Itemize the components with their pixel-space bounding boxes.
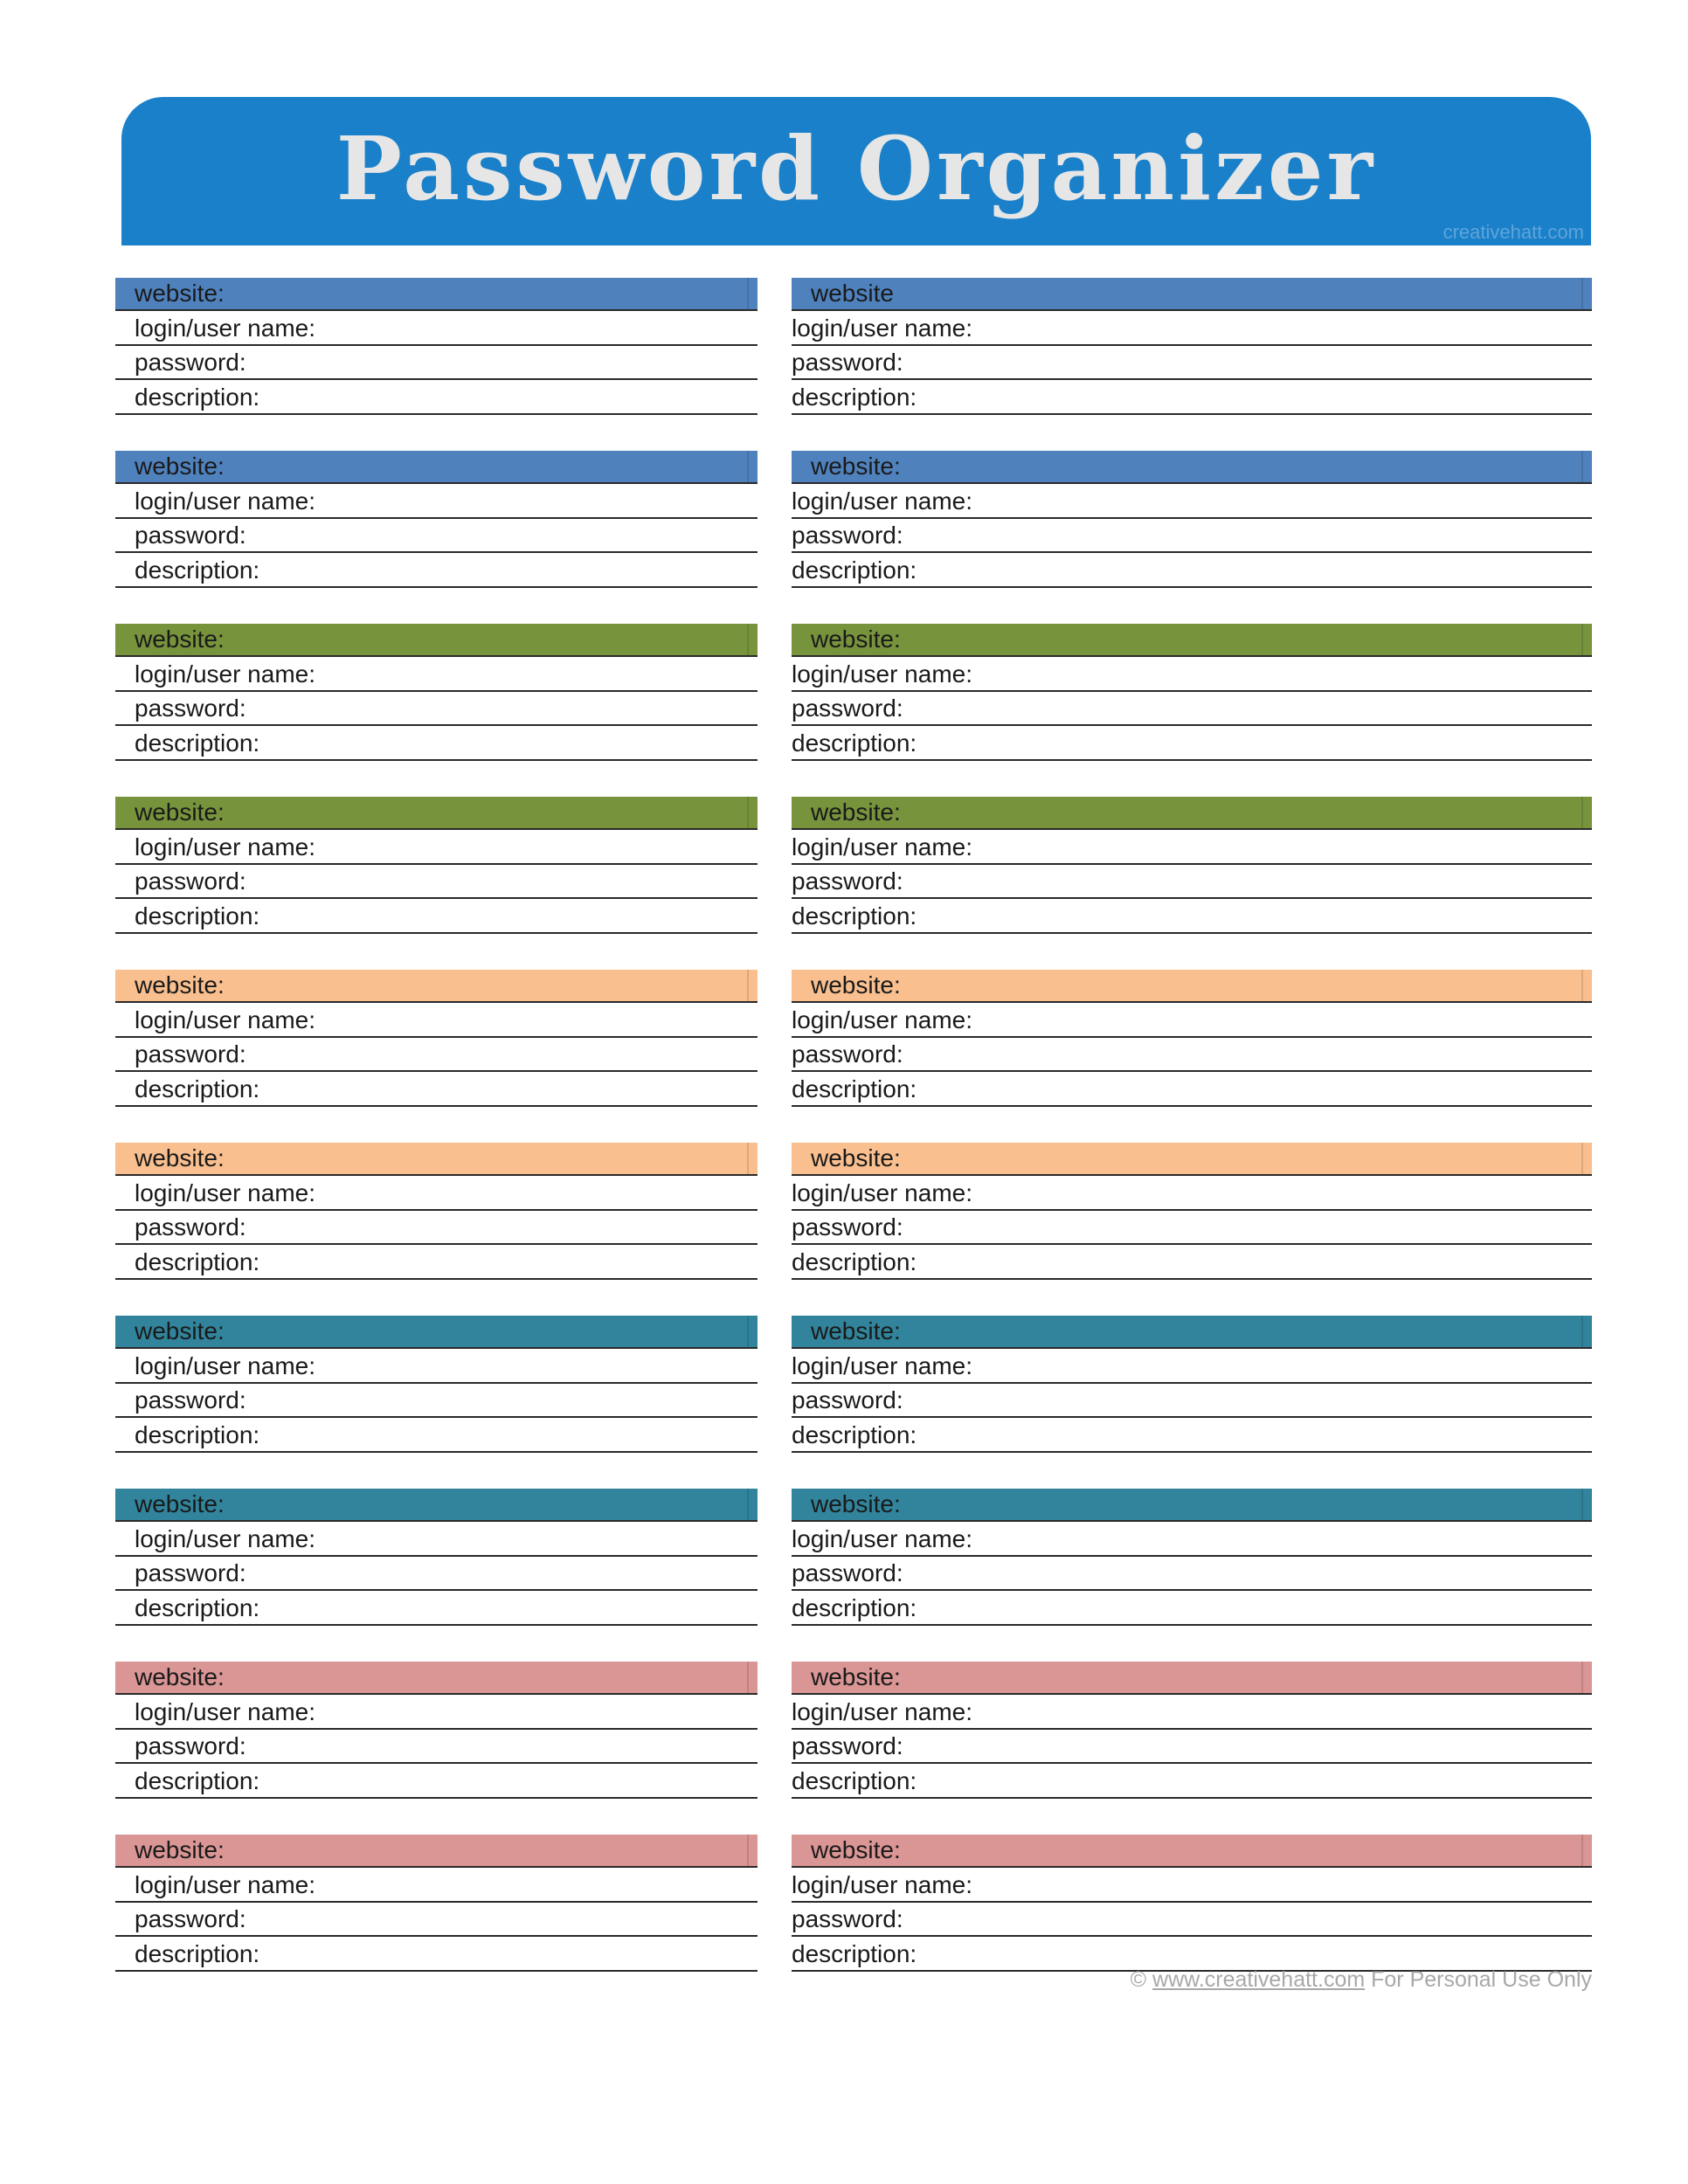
description-row[interactable] <box>115 1247 758 1280</box>
entry-block <box>792 1489 1592 1662</box>
password-label: password: <box>135 522 246 549</box>
description-row[interactable] <box>115 1939 758 1972</box>
website-row[interactable] <box>792 451 1592 484</box>
login-label: login/user name: <box>135 1870 316 1898</box>
entry-block <box>792 797 1592 970</box>
password-label: password: <box>792 1905 903 1932</box>
website-row[interactable] <box>792 1143 1592 1176</box>
password-row[interactable] <box>115 1039 758 1072</box>
website-label: website: <box>811 1317 901 1344</box>
login-row[interactable] <box>115 486 758 519</box>
password-row[interactable] <box>792 347 1592 380</box>
description-label: description: <box>792 902 917 930</box>
website-label: website: <box>135 798 225 826</box>
description-row[interactable] <box>792 1420 1592 1453</box>
entry-block <box>115 278 758 451</box>
description-label: description: <box>135 729 260 757</box>
website-label: website: <box>135 1663 225 1690</box>
password-row[interactable] <box>115 1558 758 1591</box>
description-label: description: <box>135 1939 260 1967</box>
description-label: description: <box>135 902 260 930</box>
entry-block <box>792 278 1592 451</box>
login-label: login/user name: <box>135 1178 316 1206</box>
login-label: login/user name: <box>135 314 316 342</box>
password-row[interactable] <box>115 1904 758 1937</box>
website-row[interactable] <box>792 1835 1592 1868</box>
page-title: Password Organizer <box>336 117 1377 220</box>
password-label: password: <box>792 1559 903 1586</box>
login-row[interactable] <box>792 1178 1592 1211</box>
login-row[interactable] <box>792 1005 1592 1038</box>
entry-block <box>792 1143 1592 1316</box>
header-banner <box>121 97 1591 245</box>
description-row[interactable] <box>115 728 758 761</box>
password-label: password: <box>135 867 246 895</box>
login-row[interactable] <box>115 832 758 865</box>
description-row[interactable] <box>115 1420 758 1453</box>
description-row[interactable] <box>115 1593 758 1626</box>
login-label: login/user name: <box>792 314 973 342</box>
password-label: password: <box>792 1732 903 1759</box>
login-label: login/user name: <box>792 1697 973 1725</box>
login-row[interactable] <box>792 313 1592 346</box>
password-row[interactable] <box>115 693 758 726</box>
website-label: website: <box>811 1490 901 1517</box>
website-row[interactable] <box>115 624 758 657</box>
password-label: password: <box>135 1732 246 1759</box>
login-label: login/user name: <box>792 660 973 688</box>
website-label: website: <box>811 1836 901 1863</box>
password-label: password: <box>135 349 246 376</box>
login-label: login/user name: <box>135 1697 316 1725</box>
entry-block <box>792 624 1592 797</box>
password-label: password: <box>135 1040 246 1068</box>
website-row[interactable] <box>115 451 758 484</box>
description-row[interactable] <box>115 1766 758 1799</box>
password-row[interactable] <box>792 1904 1592 1937</box>
website-label: website: <box>135 1490 225 1517</box>
description-row[interactable] <box>792 901 1592 934</box>
login-row[interactable] <box>115 313 758 346</box>
login-row[interactable] <box>115 1005 758 1038</box>
description-label: description: <box>792 1420 917 1448</box>
login-label: login/user name: <box>135 487 316 515</box>
website-row[interactable] <box>792 1489 1592 1522</box>
right-column <box>792 278 1592 2008</box>
password-label: password: <box>135 695 246 722</box>
login-label: login/user name: <box>135 833 316 860</box>
description-label: description: <box>792 1939 917 1967</box>
entry-block <box>792 1316 1592 1489</box>
description-label: description: <box>135 1420 260 1448</box>
description-row[interactable] <box>792 1247 1592 1280</box>
website-label: website: <box>135 453 225 480</box>
login-row[interactable] <box>792 1351 1592 1384</box>
login-row[interactable] <box>115 1178 758 1211</box>
website-row[interactable] <box>115 1835 758 1868</box>
brand-watermark: creativehatt.com <box>1442 221 1584 243</box>
website-row[interactable] <box>792 1662 1592 1695</box>
password-label: password: <box>792 349 903 376</box>
login-label: login/user name: <box>792 1178 973 1206</box>
website-row[interactable] <box>115 1316 758 1349</box>
login-row[interactable] <box>792 1524 1592 1557</box>
password-row[interactable] <box>115 866 758 899</box>
description-label: description: <box>792 1075 917 1102</box>
password-row[interactable] <box>115 347 758 380</box>
login-label: login/user name: <box>135 1006 316 1033</box>
password-label: password: <box>792 522 903 549</box>
website-label: website: <box>135 1836 225 1863</box>
login-row[interactable] <box>115 659 758 692</box>
website-label: website: <box>135 1317 225 1344</box>
password-label: password: <box>792 695 903 722</box>
entry-block <box>115 451 758 624</box>
login-label: login/user name: <box>792 487 973 515</box>
website-label: website <box>811 280 894 307</box>
login-label: login/user name: <box>792 833 973 860</box>
entry-block <box>792 970 1592 1143</box>
login-row[interactable] <box>792 486 1592 519</box>
login-row[interactable] <box>792 1697 1592 1730</box>
password-label: password: <box>135 1386 246 1413</box>
footer-note <box>1131 1967 1592 1993</box>
website-row[interactable] <box>115 1489 758 1522</box>
description-label: description: <box>792 729 917 757</box>
login-row[interactable] <box>792 659 1592 692</box>
description-row[interactable] <box>792 555 1592 588</box>
login-label: login/user name: <box>792 1524 973 1552</box>
website-label: website: <box>135 625 225 653</box>
website-row[interactable] <box>792 797 1592 830</box>
entry-block <box>115 1143 758 1316</box>
password-row[interactable] <box>115 1731 758 1764</box>
description-row[interactable] <box>792 1074 1592 1107</box>
entry-block <box>115 624 758 797</box>
login-label: login/user name: <box>135 660 316 688</box>
entry-block <box>115 1662 758 1835</box>
entry-block <box>115 1489 758 1662</box>
entry-block <box>115 1835 758 2008</box>
login-label: login/user name: <box>135 1524 316 1552</box>
description-label: description: <box>135 1248 260 1275</box>
login-label: login/user name: <box>792 1006 973 1033</box>
description-label: description: <box>135 1075 260 1102</box>
description-row[interactable] <box>792 382 1592 415</box>
password-row[interactable] <box>792 520 1592 553</box>
entry-block <box>792 451 1592 624</box>
website-row[interactable] <box>115 278 758 311</box>
description-label: description: <box>135 1766 260 1794</box>
password-row[interactable] <box>792 866 1592 899</box>
website-row[interactable] <box>115 970 758 1003</box>
website-row[interactable] <box>792 278 1592 311</box>
password-label: password: <box>792 1213 903 1241</box>
password-label: password: <box>135 1213 246 1241</box>
password-label: password: <box>135 1559 246 1586</box>
password-row[interactable] <box>792 1731 1592 1764</box>
description-row[interactable] <box>792 1593 1592 1626</box>
login-row[interactable] <box>792 1870 1592 1903</box>
entry-block <box>115 970 758 1143</box>
description-label: description: <box>792 1593 917 1621</box>
description-label: description: <box>792 1248 917 1275</box>
left-column <box>115 278 758 2008</box>
password-label: password: <box>135 1905 246 1932</box>
password-row[interactable] <box>792 1039 1592 1072</box>
description-label: description: <box>135 383 260 411</box>
website-label: website: <box>811 971 901 999</box>
website-label: website: <box>811 625 901 653</box>
entry-block <box>115 1316 758 1489</box>
login-row[interactable] <box>115 1697 758 1730</box>
description-row[interactable] <box>792 1766 1592 1799</box>
entry-block <box>792 1662 1592 1835</box>
website-row[interactable] <box>115 1143 758 1176</box>
login-row[interactable] <box>115 1524 758 1557</box>
password-label: password: <box>792 867 903 895</box>
website-label: website: <box>135 971 225 999</box>
login-row[interactable] <box>792 832 1592 865</box>
password-row[interactable] <box>792 1385 1592 1418</box>
description-row[interactable] <box>115 1074 758 1107</box>
description-row[interactable] <box>792 1939 1592 1972</box>
website-label: website: <box>135 280 225 307</box>
description-label: description: <box>792 556 917 584</box>
website-label: website: <box>135 1144 225 1171</box>
password-row[interactable] <box>115 1385 758 1418</box>
description-label: description: <box>135 556 260 584</box>
website-row[interactable] <box>115 1662 758 1695</box>
website-row[interactable] <box>792 1316 1592 1349</box>
website-row[interactable] <box>115 797 758 830</box>
login-label: login/user name: <box>135 1351 316 1379</box>
entry-block <box>115 797 758 970</box>
website-label: website: <box>811 1144 901 1171</box>
password-row[interactable] <box>792 1558 1592 1591</box>
login-row[interactable] <box>115 1351 758 1384</box>
password-row[interactable] <box>792 693 1592 726</box>
website-label: website: <box>811 798 901 826</box>
password-row[interactable] <box>115 1212 758 1245</box>
password-row[interactable] <box>792 1212 1592 1245</box>
website-row[interactable] <box>792 624 1592 657</box>
description-label: description: <box>792 1766 917 1794</box>
password-row[interactable] <box>115 520 758 553</box>
description-label: description: <box>135 1593 260 1621</box>
password-label: password: <box>792 1386 903 1413</box>
description-row[interactable] <box>115 555 758 588</box>
website-label: website: <box>811 1663 901 1690</box>
password-label: password: <box>792 1040 903 1068</box>
description-row[interactable] <box>115 901 758 934</box>
description-row[interactable] <box>115 382 758 415</box>
login-label: login/user name: <box>792 1351 973 1379</box>
description-label: description: <box>792 383 917 411</box>
website-label: website: <box>811 453 901 480</box>
login-row[interactable] <box>115 1870 758 1903</box>
footer-link[interactable]: www.creativehatt.com <box>1152 1967 1366 1992</box>
description-row[interactable] <box>792 728 1592 761</box>
login-label: login/user name: <box>792 1870 973 1898</box>
copyright-symbol: © <box>1130 1967 1147 1992</box>
website-row[interactable] <box>792 970 1592 1003</box>
footer-usage-note: For Personal Use Only <box>1371 1967 1592 1992</box>
